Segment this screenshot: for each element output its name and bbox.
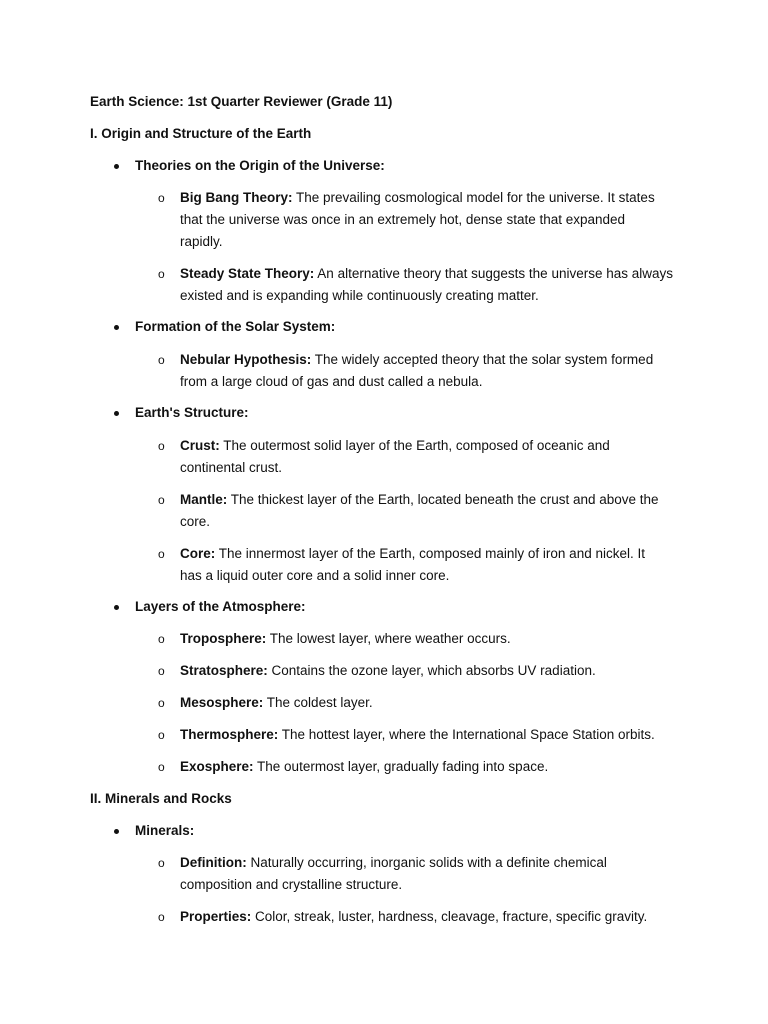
bullet-dot [114,325,119,330]
topic-layers-atmosphere: Layers of the Atmosphere: [135,599,306,614]
list-item-steady-state-line2: existed and is expanding while continuously creating matter. [180,288,539,303]
list-item-core-line1 [180,543,645,565]
bullet-dot [114,605,119,610]
definition-text: The outermost solid layer of the Earth, composed of oceanic and [219,438,610,453]
term-troposphere: Troposphere: [180,631,267,646]
sub-bullet-marker: o [158,191,165,205]
term-core: Core: [180,546,216,561]
list-item-steady-state-line1 [180,263,673,285]
term-definition: Definition: [180,855,247,870]
list-item-big-bang-line3: rapidly. [180,234,223,249]
term-mesosphere: Mesosphere: [180,695,264,710]
term-thermosphere: Thermosphere: [180,727,279,742]
list-item-big-bang-line2: that the universe was once in an extremely hot, dense state that expanded [180,212,626,227]
document-title: Earth Science: 1st Quarter Reviewer (Grade 11) [90,94,393,109]
list-item-stratosphere [180,660,596,682]
term-steady-state: Steady State Theory: [180,266,315,281]
sub-bullet-marker: o [158,910,165,924]
term-nebular: Nebular Hypothesis: [180,352,312,367]
sub-bullet-marker: o [158,856,165,870]
sub-bullet-marker: o [158,632,165,646]
topic-minerals: Minerals: [135,823,195,838]
list-item-thermosphere [180,724,655,746]
sub-bullet-marker: o [158,353,165,367]
term-mantle: Mantle: [180,492,228,507]
list-item-nebular-line1 [180,349,653,371]
topic-earth-structure: Earth's Structure: [135,405,249,420]
list-item-definition-line1 [180,852,607,874]
sub-bullet-marker: o [158,728,165,742]
sub-bullet-marker: o [158,267,165,281]
section-heading-minerals-rocks: II. Minerals and Rocks [90,791,232,806]
list-item-exosphere [180,756,548,778]
definition-text: An alternative theory that suggests the universe has always [314,266,674,281]
section-heading-origin-structure: I. Origin and Structure of the Earth [90,126,312,141]
list-item-troposphere [180,628,511,650]
term-properties: Properties: [180,909,252,924]
definition-text: The prevailing cosmological model for the universe. It states [292,190,655,205]
list-item-properties [180,906,647,928]
list-item-crust-line2: continental crust. [180,460,283,475]
term-stratosphere: Stratosphere: [180,663,268,678]
definition-text: Contains the ozone layer, which absorbs UV radiation. [267,663,596,678]
list-item-mesosphere [180,692,373,714]
list-item-nebular-line2: from a large cloud of gas and dust called a nebula. [180,374,483,389]
term-crust: Crust: [180,438,220,453]
definition-text: The hottest layer, where the International Space Station orbits. [278,727,655,742]
bullet-dot [114,164,119,169]
list-item-mantle-line1 [180,489,659,511]
list-item-core-line2: has a liquid outer core and a solid inner core. [180,568,450,583]
definition-text: Naturally occurring, inorganic solids with a definite chemical [246,855,607,870]
sub-bullet-marker: o [158,439,165,453]
definition-text: The thickest layer of the Earth, located beneath the crust and above the [227,492,659,507]
definition-text: The widely accepted theory that the solar system formed [311,352,654,367]
topic-formation-solar-system: Formation of the Solar System: [135,319,336,334]
list-item-definition-line2: composition and crystalline structure. [180,877,403,892]
sub-bullet-marker: o [158,493,165,507]
sub-bullet-marker: o [158,664,165,678]
bullet-dot [114,829,119,834]
definition-text: The innermost layer of the Earth, composed mainly of iron and nickel. It [215,546,645,561]
definition-text: The coldest layer. [263,695,373,710]
term-big-bang: Big Bang Theory: [180,190,293,205]
definition-text: The outermost layer, gradually fading into space. [253,759,549,774]
term-exosphere: Exosphere: [180,759,254,774]
sub-bullet-marker: o [158,547,165,561]
topic-theories-origin-universe: Theories on the Origin of the Universe: [135,158,385,173]
list-item-crust-line1 [180,435,610,457]
list-item-mantle-line2: core. [180,514,211,529]
sub-bullet-marker: o [158,760,165,774]
sub-bullet-marker: o [158,696,165,710]
list-item-big-bang-line1 [180,187,655,209]
definition-text: The lowest layer, where weather occurs. [266,631,511,646]
bullet-dot [114,411,119,416]
definition-text: Color, streak, luster, hardness, cleavage, fracture, specific gravity. [251,909,648,924]
